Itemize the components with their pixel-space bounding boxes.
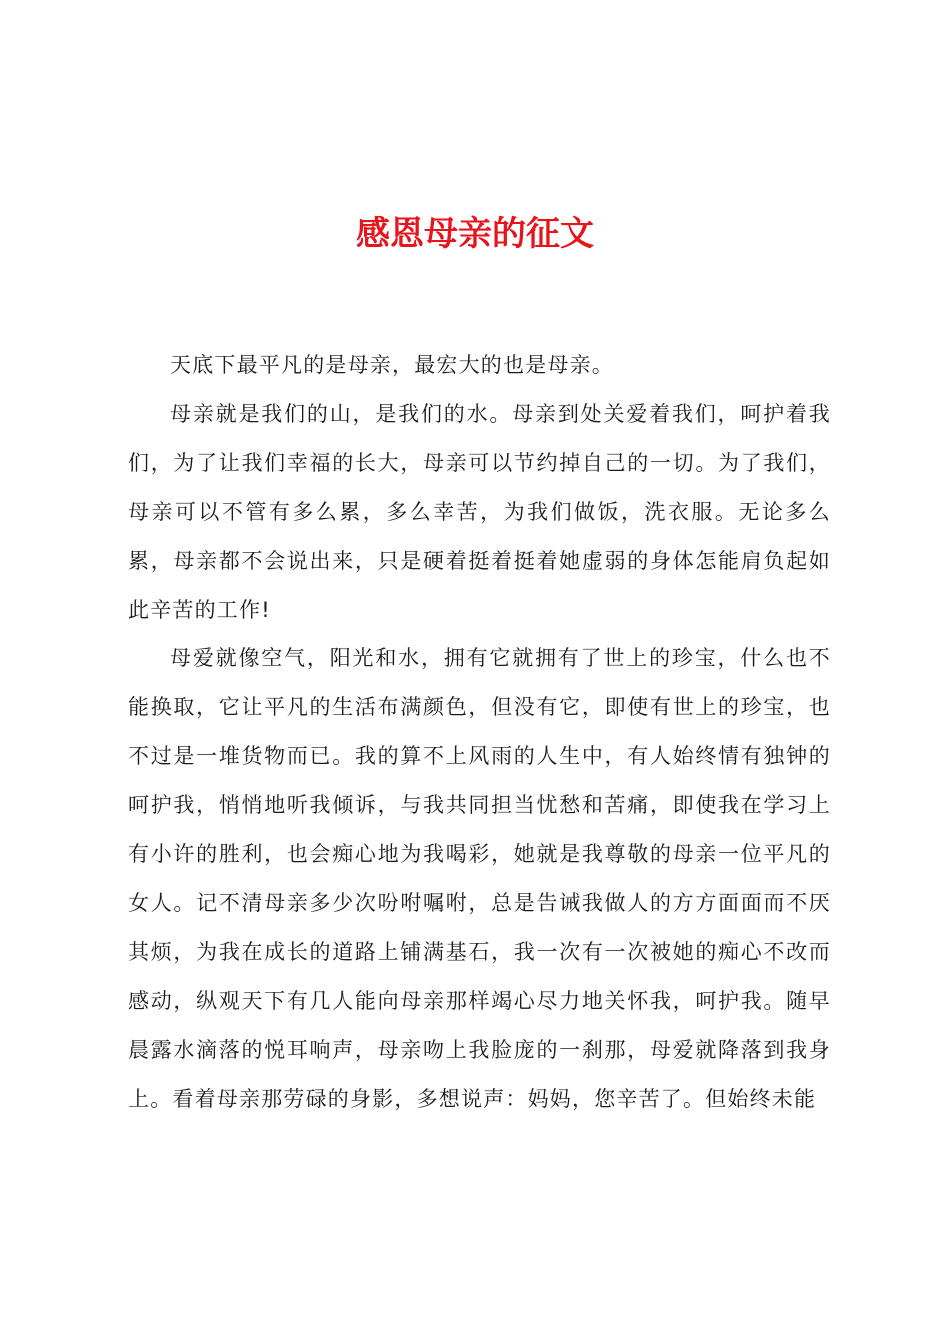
paragraph-2: 母亲就是我们的山，是我们的水。母亲到处关爱着我们，呵护着我们，为了让我们幸福的长大，母亲可以节约掉自己的一切。为了我们，母亲可以不管有多么累，多么幸苦，为我们做饭，洗衣服。无论多么累，母亲都不会说出来，只是硬着挺着挺着她虚弱的身体怎能肩负起如此辛苦的工作!	[128, 401, 831, 622]
paragraph-1: 天底下最平凡的是母亲，最宏大的也是母亲。	[170, 353, 614, 377]
document-title: 感恩母亲的征文	[356, 214, 594, 254]
paragraph-3: 母爱就像空气，阳光和水，拥有它就拥有了世上的珍宝，什么也不能换取，它让平凡的生活布满颜色，但没有它，即使有世上的珍宝，也不过是一堆货物而已。我的算不上风雨的人生中，有人始终情有独钟的呵护我，悄悄地听我倾诉，与我共同担当忧愁和苦痛，即使我在学习上有小许的胜利，也会痴心地为我喝彩，她就是我尊敬的母亲一位平凡的女人。记不清母亲多少次吩咐嘱咐，总是告诫我做人的方方面面而不厌其烦，为我在成长的道路上铺满基石，我一次有一次被她的痴心不改而感动，纵观天下有几人能向母亲那样竭心尽力地关怀我，呵护我。随早晨露水滴落的悦耳响声，母亲吻上我脸庞的一刹那，母爱就降落到我身上。看着母亲那劳碌的身影，多想说声：妈妈，您辛苦了。但始终未能	[128, 646, 831, 1111]
document-body	[128, 341, 831, 1124]
